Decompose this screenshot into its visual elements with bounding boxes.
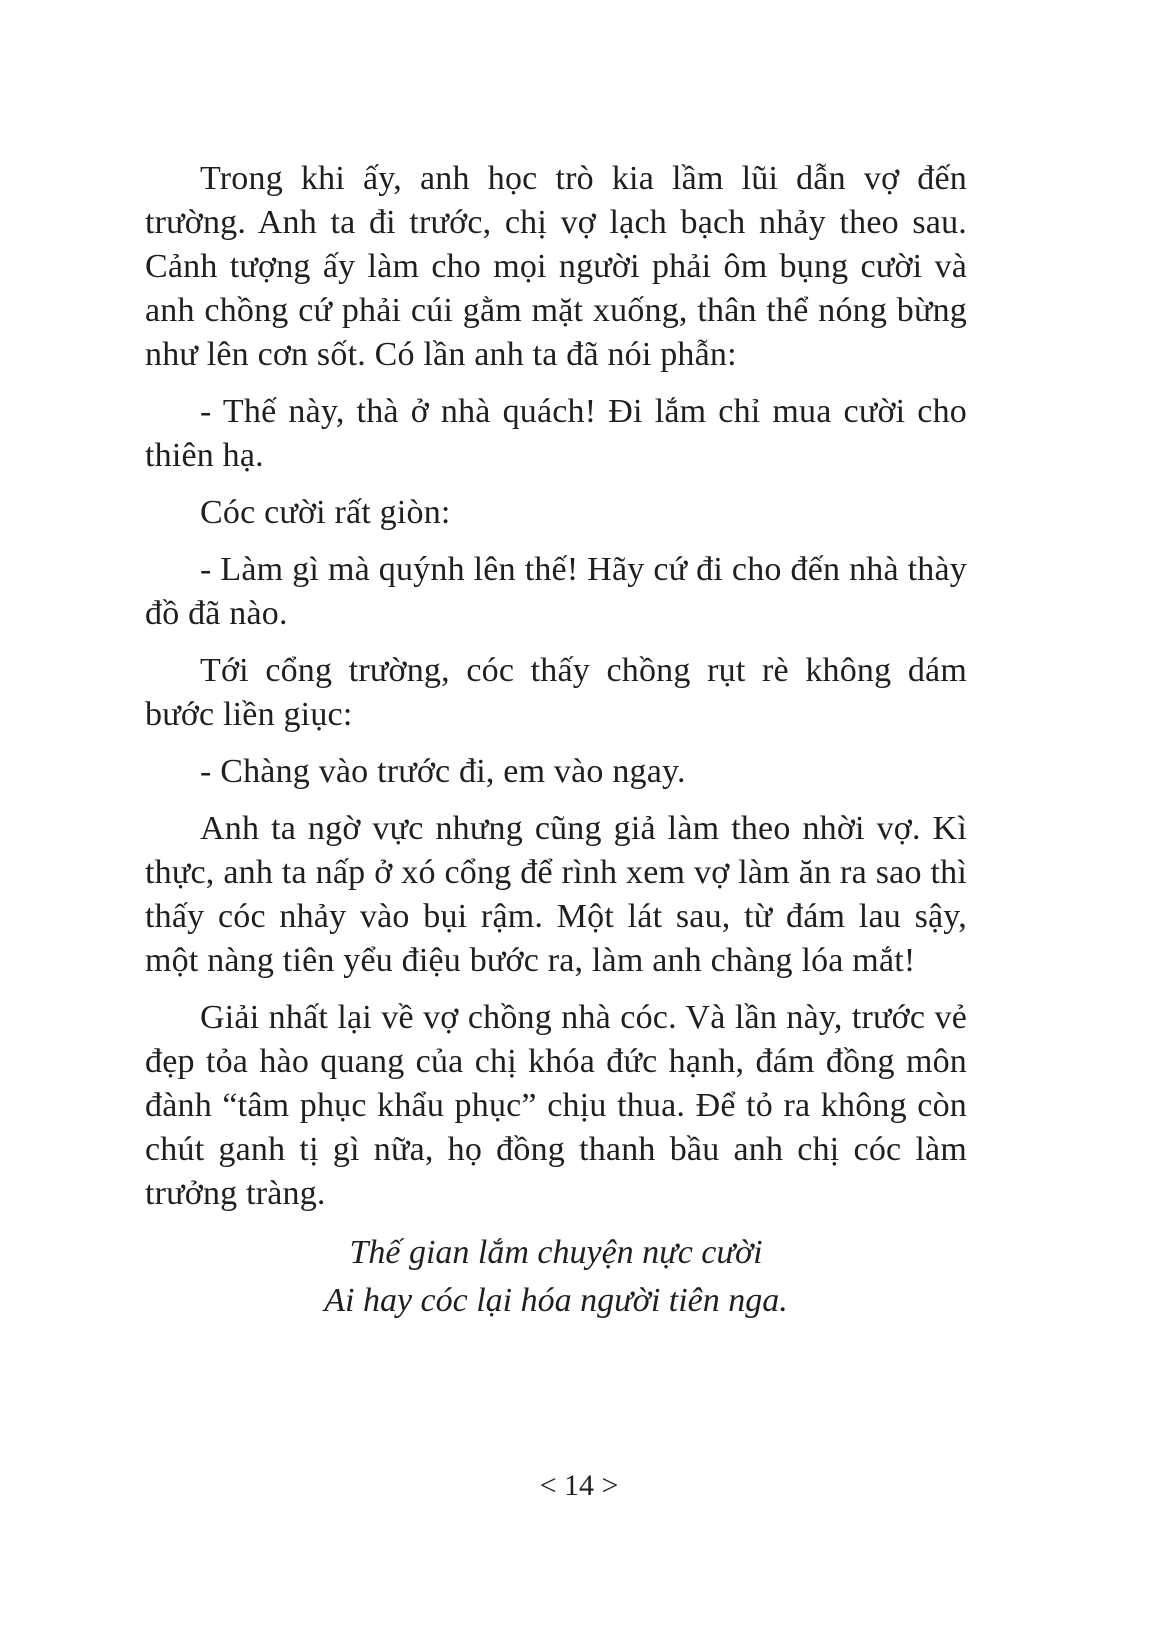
verse-line: Thế gian lắm chuyện nực cười	[349, 1234, 763, 1271]
story-paragraph: - Làm gì mà quýnh lên thế! Hãy cứ đi cho đến nhà thày đồ đã nào.	[145, 551, 967, 632]
story-paragraph: Trong khi ấy, anh học trò kia lầm lũi dẫn vợ đến trường. Anh ta đi trước, chị vợ lạch bạch nhảy theo sau. Cảnh tượng ấy làm cho mọi người phải ôm bụng cười và anh chồng cứ phải cúi gằm mặt xuống, thân thể nóng bừng như lên cơn sốt. Có lần anh ta đã nói phẫn:	[145, 160, 967, 373]
verse-line: Ai hay cóc lại hóa người tiên nga.	[324, 1282, 788, 1319]
story-paragraph: Cóc cười rất giòn:	[200, 494, 451, 531]
verse-block	[145, 1229, 967, 1325]
story-paragraph: Giải nhất lại về vợ chồng nhà cóc. Và lần này, trước vẻ đẹp tỏa hào quang của chị khóa đức hạnh, đám đồng môn đành “tâm phục khẩu phục” chịu thua. Để tỏ ra không còn chút ganh tị gì nữa, họ đồng thanh bầu anh chị cóc làm trưởng tràng.	[145, 999, 967, 1212]
story-paragraphs	[145, 157, 967, 1216]
story-paragraph: Anh ta ngờ vực nhưng cũng giả làm theo nhời vợ. Kì thực, anh ta nấp ở xó cổng để rình xem vợ làm ăn ra sao thì thấy cóc nhảy vào bụi rậm. Một lát sau, từ đám lau sậy, một nàng tiên yểu điệu bước ra, làm anh chàng lóa mắt!	[145, 810, 967, 979]
story-paragraph: - Chàng vào trước đi, em vào ngay.	[200, 753, 686, 790]
story-paragraph: - Thế này, thà ở nhà quách! Đi lắm chỉ mua cười cho thiên hạ.	[145, 393, 967, 474]
story-paragraph: Tới cổng trường, cóc thấy chồng rụt rè không dám bước liền giục:	[145, 652, 967, 733]
page-number: < 14 >	[539, 1469, 619, 1502]
story-text-block	[145, 157, 967, 1325]
